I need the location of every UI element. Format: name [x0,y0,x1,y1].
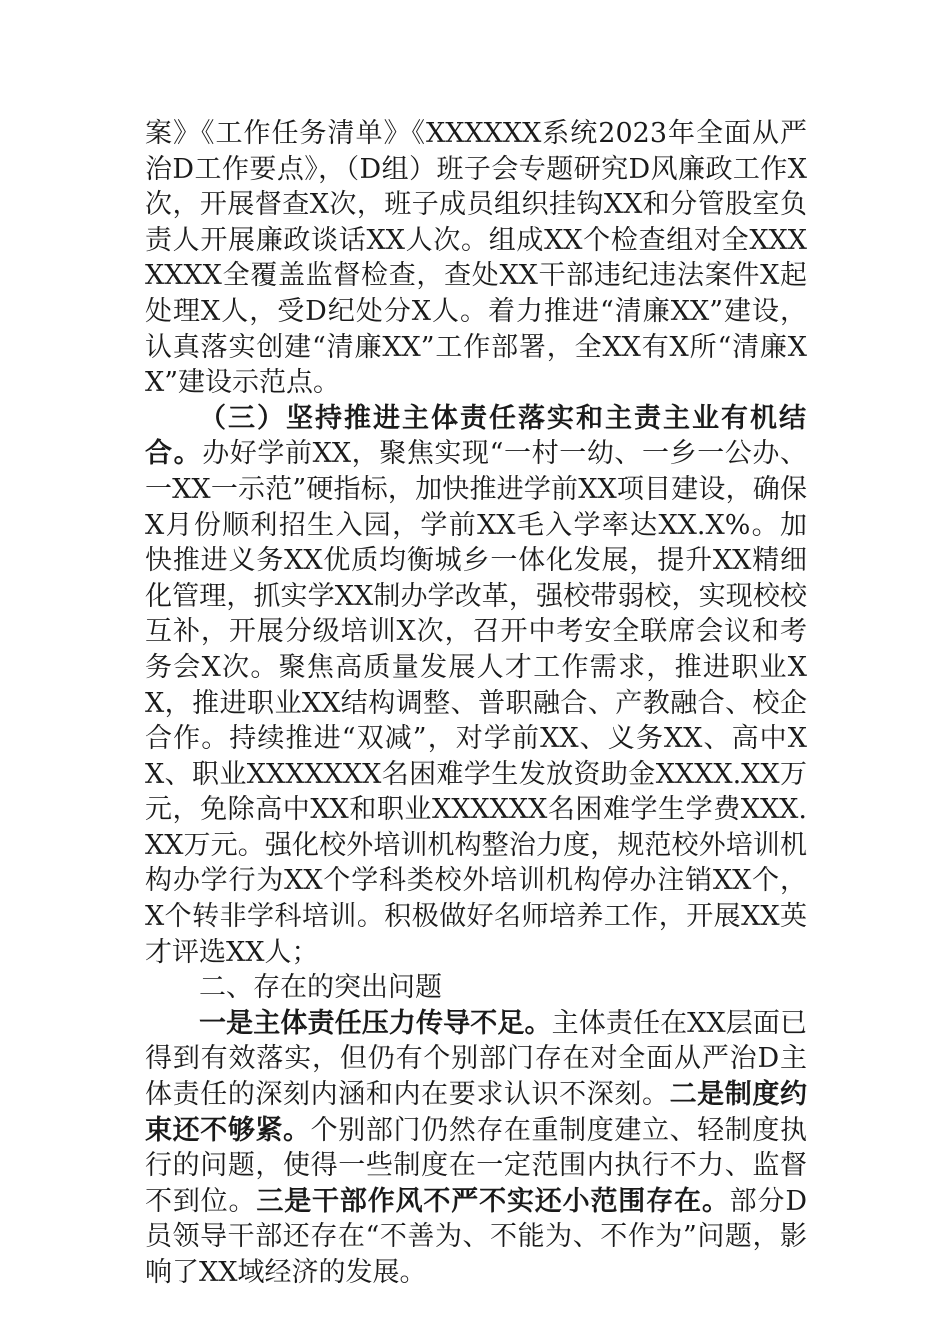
part-2-heading: 二、存在的突出问题 [199,972,442,1004]
paragraph-work-summary: 案》《工作任务清单》《XXXXXX系统2023年全面从严治D工作要点》，（D组）班子会专题研究D风廉政工作X次，开展督查X次，班子成员组织挂钩XX和分管股室负责人开展廉政谈话XX人次。组成XX个检查组对全XXXXXXX全覆盖监督检查，查处XX干部违纪违法案件X起处理X人，受D纪处分X人。着力推进“清廉XX”建设，认真落实创建“清廉XX”工作部署，全XX有X所“清廉XX”建设示范点。 [145,118,807,399]
problem-3-title: 三是干部作风不严不实还小范围存在。 [256,1185,730,1217]
problem-1-title: 一是主体责任压力传导不足。 [199,1007,552,1039]
section-3-heading: （三）坚持推进主体责任落实和主责主业有机结合。 [145,402,807,470]
section-3-body: 办好学前XX，聚焦实现“一村一幼、一乡一公办、一XX一示范”硬指标，加快推进学前XX项目建设，确保X月份顺利招生入园，学前XX毛入学率达XX.X%。加快推进义务XX优质均衡城乡一体化发展，提升XX精细化管理，抓实学XX制办学改革，强校带弱校，实现校校互补，开展分级培训X次，召开中考安全联席会议和考务会X次。聚焦高质量发展人才工作需求，推进职业XX，推进职业XX结构调整、普职融合、产教融合、校企合作。持续推进“双减”，对学前XX、义务XX、高中XX、职业XXXXXXX名困难学生发放资助金XXXX.XX万元，免除高中XX和职业XXXXXX名困难学生学费XXX.XX万元。强化校外培训机构整治力度，规范校外培训机构办学行为XX个学科类校外培训机构停办注销XX个，X个转非学科培训。积极做好名师培养工作，开展XX英才评选XX人； [145,438,808,968]
document-body [145,116,807,1291]
problem-3-text: 部分D员领导干部还存在“不善为、不能为、不作为”问题，影响了XX域经济的发展。 [145,1185,808,1288]
problem-2-text: 个别部门仍然存在重制度建立、轻制度执行的问题，使得一些制度在一定范围内执行不力、监督不到位。 [145,1114,808,1217]
problem-2-title: 二是制度约束还不够紧。 [145,1079,808,1146]
problem-1-text: 主体责任在XX层面已得到有效落实，但仍有个别部门存在对全面从严治D主体责任的深刻内涵和内在要求认识不深刻。 [145,1007,807,1111]
paragraph-problems [145,1006,807,1291]
paragraph-section-3 [145,401,807,971]
